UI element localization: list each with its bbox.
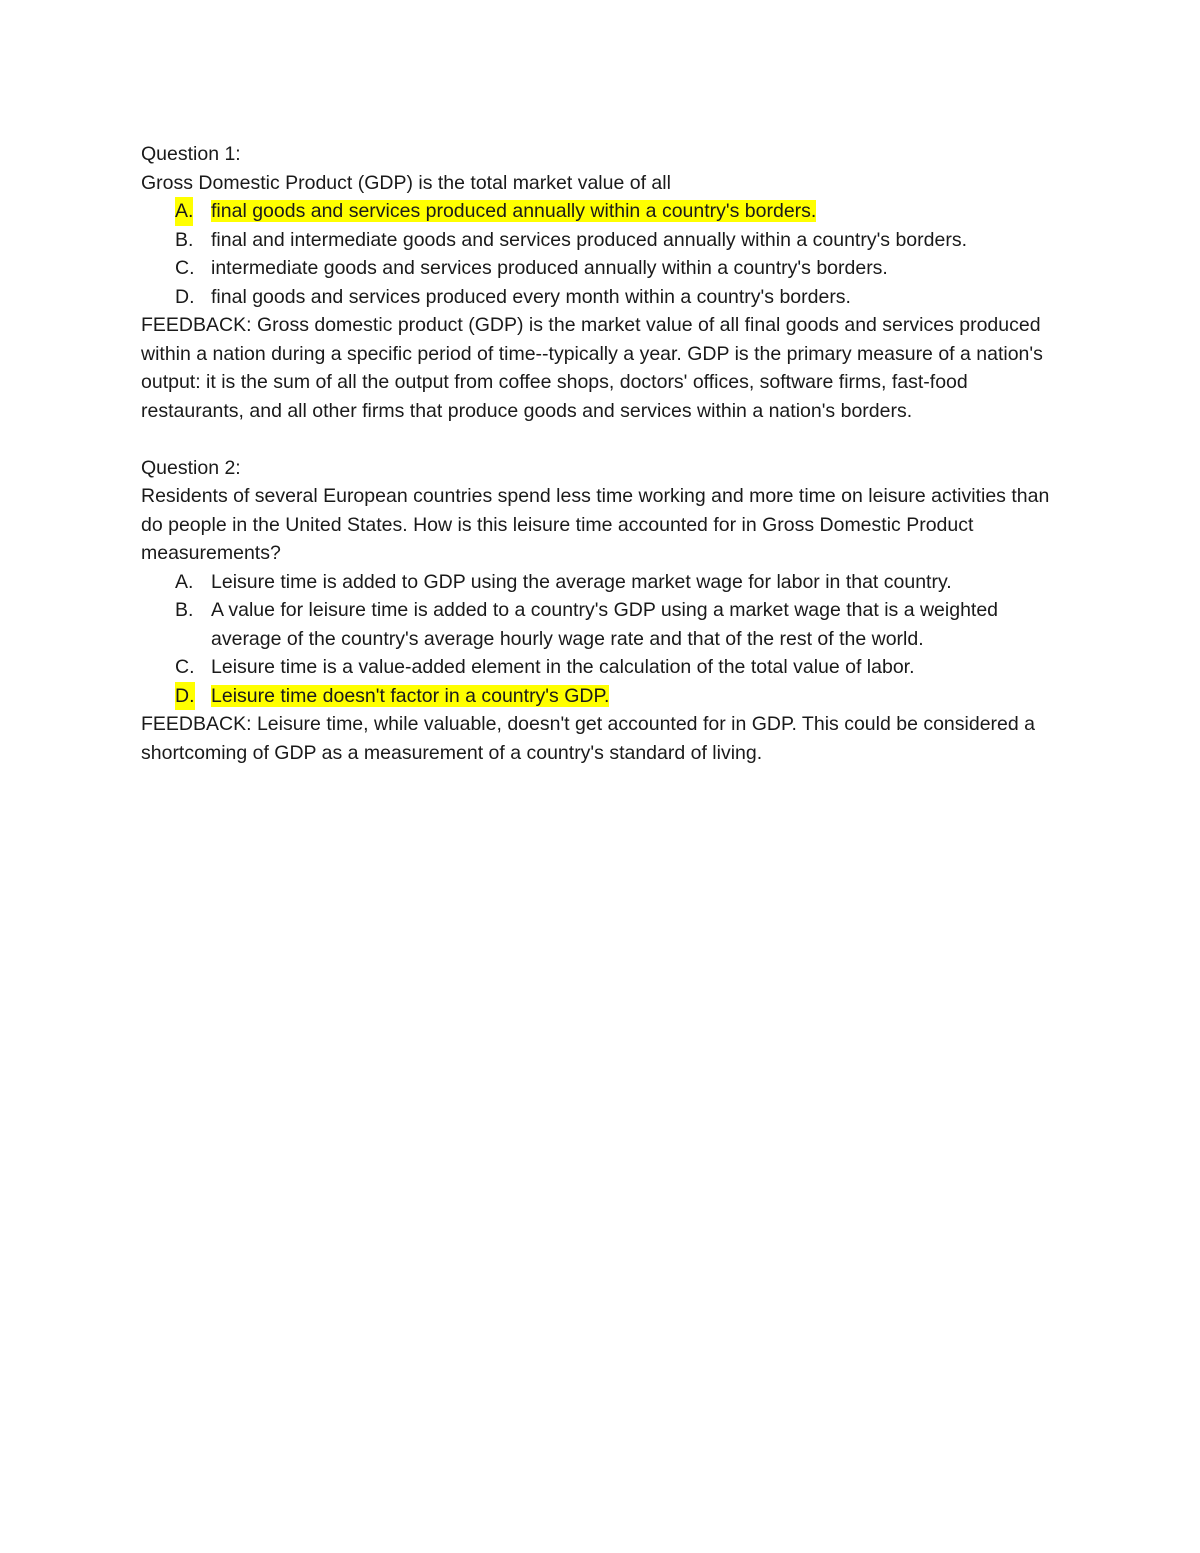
option-letter: A.	[175, 197, 193, 226]
option-text: Leisure time is added to GDP using the average market wage for labor in that country.	[211, 570, 952, 593]
option-text: intermediate goods and services produced annually within a country's borders.	[211, 257, 888, 279]
option-letter: C.	[175, 656, 195, 678]
option-text: A value for leisure time is added to a country's GDP using a market wage that is a weighted average of the country's average hourly wage rate and that of the rest of the world.	[211, 599, 999, 650]
option-letter: C.	[175, 257, 195, 279]
answer-options	[141, 568, 1061, 711]
answer-option-d	[141, 682, 1061, 711]
question-heading: Question 1:	[141, 143, 241, 165]
option-letter: D.	[175, 682, 195, 711]
answer-option-c	[141, 653, 1061, 682]
answer-option-b	[141, 226, 1061, 255]
answer-options	[141, 197, 1061, 311]
option-letter: B.	[175, 228, 194, 251]
question-heading: Question 2:	[141, 456, 241, 479]
question-prompt: Residents of several European countries spend less time working and more time on leisure activities than do people in the United States. How is this leisure time accounted for in Gross Domestic Product measurements?	[141, 485, 1050, 564]
option-text: Leisure time doesn't factor in a country's GDP.	[211, 684, 610, 707]
question-prompt: Gross Domestic Product (GDP) is the total market value of all	[141, 171, 671, 194]
answer-option-d	[141, 283, 1061, 312]
question-2	[141, 454, 1061, 768]
option-text: Leisure time is a value-added element in the calculation of the total value of labor.	[211, 656, 915, 678]
feedback-text: FEEDBACK: Gross domestic product (GDP) is the market value of all final goods and services produced within a nation during a specific period of time--typically a year. GDP is the primary measure of a nation's output: it is the sum of all the output from coffee shops, doctors' offices, software firms, fast-food restaurants, and all other firms that produce goods and services within a nation's borders.	[141, 314, 1043, 422]
option-letter: D.	[175, 285, 195, 308]
answer-option-a	[141, 197, 1061, 226]
option-letter: B.	[175, 599, 194, 621]
feedback-text: FEEDBACK: Leisure time, while valuable, doesn't get accounted for in GDP. This could be considered a shortcoming of GDP as a measurement of a country's standard of living.	[141, 713, 1035, 764]
answer-option-c	[141, 254, 1061, 283]
option-text: final goods and services produced annually within a country's borders.	[211, 200, 817, 222]
document-page	[141, 140, 1061, 767]
option-letter: A.	[175, 570, 194, 593]
answer-option-b	[141, 596, 1061, 653]
option-text: final goods and services produced every month within a country's borders.	[211, 285, 851, 308]
question-1	[141, 140, 1061, 425]
answer-option-a	[141, 568, 1061, 597]
option-text: final and intermediate goods and services produced annually within a country's borders.	[211, 228, 967, 251]
